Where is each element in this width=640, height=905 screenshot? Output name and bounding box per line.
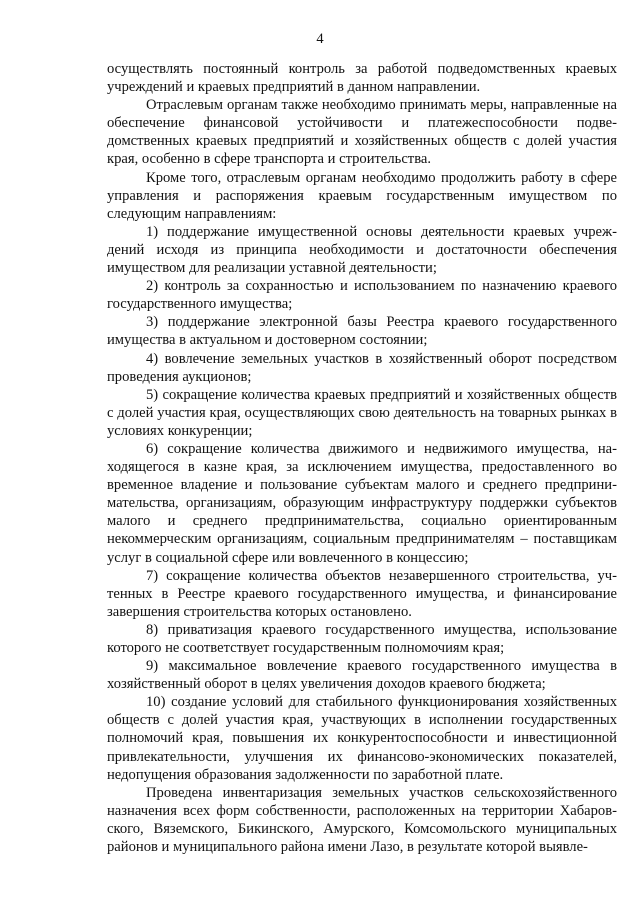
paragraph-financial-stability: Отраслевым органам также необходимо принимать меры, направленные на обеспечение финансовой устойчивости и платежеспособности подведомственных краевых предприятий и хозяйственных обществ с долей участия края, особенно в сфере транспорта и строительства. <box>107 97 617 168</box>
list-item-10: 10) создание условий для стабильного функционирования хозяйственных обществ с долей участия края, участвующих в исполнении государственных полномочий края, повышения их конкурентоспособности и инвестиционной привлекательности, улучшения их финансово-экономических показателей, недопущения образования задолженности по заработной плате. <box>107 694 617 783</box>
list-item-3: 3) поддержание электронной базы Реестра краевого государственного имущества в актуальном и достоверном состоянии; <box>107 314 617 349</box>
list-item-2: 2) контроль за сохранностью и использованием по назначению краевого государственного имущества; <box>107 278 617 313</box>
list-item-6: 6) сокращение количества движимого и недвижимого имущества, находящегося в казне края, за исключением имущества, предоставленного во временное владение и пользование субъектам малого и среднего предпринимательства, организациям, образующим инфраструктуру поддержки субъектов малого и среднего предпринимательства, социально ориентированным некоммерческим организациям, социальным предпринимателям – поставщикам услуг в социальной сфере или вовлеченного в концессию; <box>107 440 617 566</box>
list-item-8: 8) приватизация краевого государственного имущества, использование которого не соответствует государственным полномочиям края; <box>107 621 617 656</box>
list-item-5: 5) сокращение количества краевых предприятий и хозяйственных обществ с долей участия края, осуществляющих свою деятельность на товарных рынках в условиях конкуренции; <box>107 386 617 439</box>
paragraph-property-management-intro: Кроме того, отраслевым органам необходимо продолжить работу в сфере управления и распоряжения краевым государственным имуществом по следующим направлениям: <box>107 169 617 222</box>
list-item-9: 9) максимальное вовлечение краевого государственного имущества в хозяйственный оборот в целях увеличения доходов краевого бюджета; <box>107 658 617 693</box>
list-item-4: 4) вовлечение земельных участков в хозяйственный оборот посредством проведения аукционов; <box>107 350 617 385</box>
list-item-7: 7) сокращение количества объектов незавершенного строительства, учтенных в Реестре краевого государственного имущества, и финансирование завершения строительства которых остановлено. <box>107 567 617 620</box>
paragraph-continuation: осуществлять постоянный контроль за работой подведомственных краевых учреждений и краевых предприятий в данном направлении. <box>107 61 617 96</box>
paragraph-land-inventory: Проведена инвентаризация земельных участков сельскохозяйственного назначения всех форм собственности, расположенных на территории Хабаровского, Вяземского, Бикинского, Амурского, Комсомольского муниципальных районов и муниципального района имени Лазо, в результате которой выявле- <box>107 784 617 856</box>
page-number: 4 <box>316 31 324 47</box>
list-item-1: 1) поддержание имущественной основы деятельности краевых учреждений исходя из принципа необходимости и достаточности обеспечения имуществом для реализации уставной деятельности; <box>107 223 617 277</box>
document-body <box>107 60 617 856</box>
